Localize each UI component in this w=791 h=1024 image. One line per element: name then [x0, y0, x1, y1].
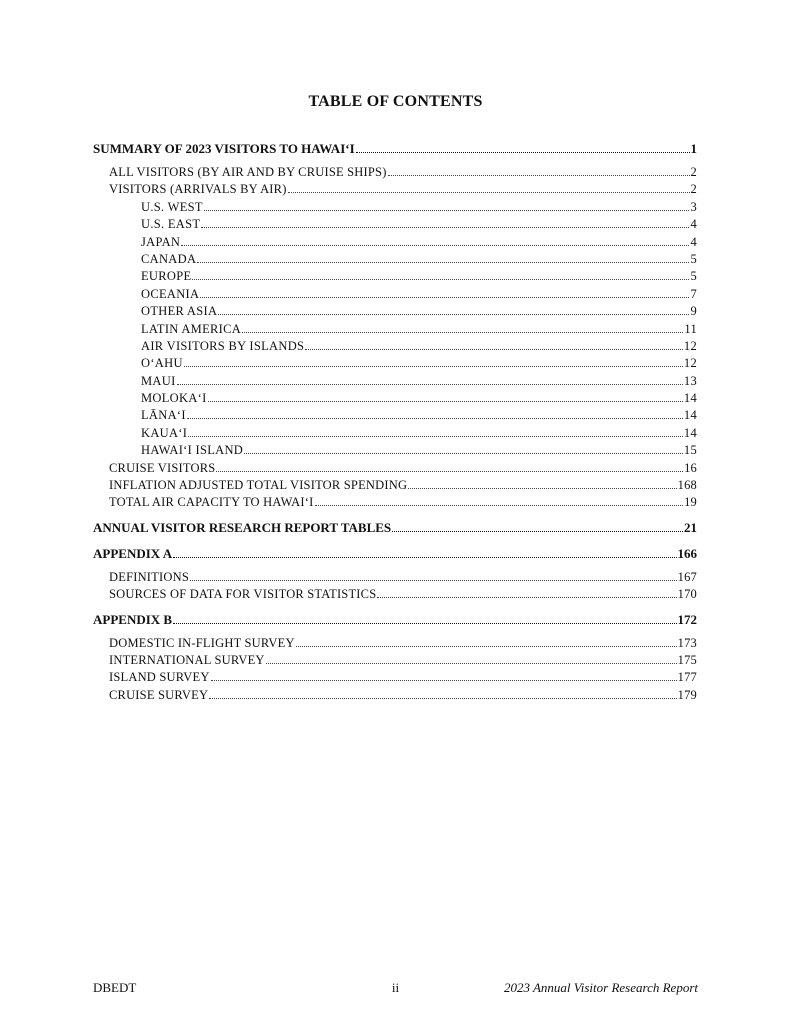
toc-entry-page-number: 21 [684, 519, 697, 535]
toc-entry-page-number: 13 [683, 373, 697, 388]
toc-entry-label: LATIN AMERICA [141, 321, 242, 336]
toc-entry[interactable] [93, 407, 697, 424]
dot-leader [288, 181, 690, 193]
toc-entry-page-number: 1 [690, 141, 697, 156]
dot-leader [211, 669, 677, 681]
toc-entry-label: DOMESTIC IN-FLIGHT SURVEY [109, 635, 295, 650]
toc-entry-label: ALL VISITORS (BY AIR AND BY CRUISE SHIPS) [109, 165, 387, 179]
toc-entry[interactable] [93, 635, 697, 652]
toc-entry-page-number: 3 [690, 199, 697, 214]
dot-leader [244, 442, 683, 454]
toc-entry[interactable] [93, 669, 697, 686]
toc-entry[interactable] [93, 251, 697, 268]
toc-entry-page-number: 2 [690, 165, 697, 179]
toc-entry-label: U.S. EAST [141, 217, 201, 232]
dot-leader [173, 544, 676, 558]
toc-entry[interactable] [93, 652, 697, 669]
toc-entry-label: CRUISE VISITORS [109, 460, 216, 475]
footer-report-title: 2023 Annual Visitor Research Report [503, 980, 698, 995]
toc-entry-page-number: 9 [690, 304, 697, 319]
footer-page-number: ii [391, 980, 400, 995]
toc-entry[interactable] [93, 139, 697, 159]
dot-leader [197, 251, 689, 263]
toc-entry-label: INFLATION ADJUSTED TOTAL VISITOR SPENDING [109, 478, 408, 493]
toc-entry[interactable] [93, 544, 697, 564]
dot-leader [192, 268, 689, 280]
toc-entry[interactable] [93, 494, 697, 511]
dot-leader [296, 635, 677, 647]
dot-leader [200, 286, 689, 298]
toc-entry[interactable] [93, 303, 697, 320]
dot-leader [216, 460, 683, 472]
toc-entry-page-number: 7 [690, 286, 697, 301]
toc-entry-label: HAWAI‘I ISLAND [141, 443, 244, 458]
toc-entry-label: OTHER ASIA [141, 304, 218, 319]
toc-entry[interactable] [93, 181, 697, 198]
dot-leader [190, 569, 677, 581]
toc-entry[interactable] [93, 321, 697, 338]
toc-entry-page-number: 4 [690, 234, 697, 249]
toc-entry-label: JAPAN [141, 234, 181, 249]
dot-leader [305, 338, 683, 350]
toc-entry-page-number: 12 [683, 338, 697, 353]
dot-leader [315, 494, 684, 506]
toc-entry-label: TOTAL AIR CAPACITY TO HAWAI‘I [109, 495, 314, 510]
toc-entry[interactable] [93, 425, 697, 442]
dot-leader [209, 687, 676, 699]
toc-entry[interactable] [93, 460, 697, 477]
toc-entry-page-number: 11 [684, 321, 697, 336]
toc-entry-page-number: 5 [690, 269, 697, 284]
toc-entry[interactable] [93, 199, 697, 216]
toc-entry-label: APPENDIX A [93, 545, 173, 561]
toc-entry[interactable] [93, 442, 697, 459]
toc-entry-label: APPENDIX B [93, 611, 173, 627]
dot-leader [204, 199, 690, 211]
toc-entry-page-number: 14 [683, 425, 697, 440]
toc-entry[interactable] [93, 610, 697, 630]
toc-entry-page-number: 173 [677, 635, 697, 650]
dot-leader [218, 303, 689, 315]
toc-entry-label: ISLAND SURVEY [109, 670, 210, 685]
toc-entry-label: EUROPE [141, 269, 192, 284]
toc-entry[interactable] [93, 586, 697, 603]
toc-entry[interactable] [93, 569, 697, 586]
toc-entry[interactable] [93, 338, 697, 355]
dot-leader [377, 586, 676, 598]
toc-entry-page-number: 175 [677, 652, 697, 667]
toc-entry-label: SUMMARY OF 2023 VISITORS TO HAWAI‘I [93, 141, 355, 156]
dot-leader [177, 373, 683, 385]
toc-entry-label: MOLOKA‘I [141, 391, 207, 406]
toc-entry-label: KAUA‘I [141, 425, 188, 440]
toc-entry-page-number: 14 [683, 408, 697, 423]
toc-entry-page-number: 166 [677, 545, 697, 561]
dot-leader [356, 139, 690, 153]
dot-leader [408, 477, 676, 489]
toc-entry[interactable] [93, 234, 697, 251]
toc-entry[interactable] [93, 355, 697, 372]
dot-leader [266, 652, 677, 664]
toc-entry-page-number: 170 [677, 587, 697, 602]
toc-entry-page-number: 12 [683, 356, 697, 371]
toc-entry-page-number: 15 [683, 443, 697, 458]
toc-entry-page-number: 16 [684, 460, 697, 475]
toc-entry-page-number: 14 [683, 391, 697, 406]
dot-leader [184, 355, 683, 367]
table-of-contents [93, 139, 697, 704]
toc-entry-page-number: 168 [677, 478, 697, 493]
dot-leader [173, 610, 676, 624]
toc-entry-label: LĀNA‘I [141, 408, 186, 423]
toc-entry[interactable] [93, 164, 697, 181]
toc-entry-label: CRUISE SURVEY [109, 687, 209, 702]
toc-entry-page-number: 4 [690, 217, 697, 232]
page-title: TABLE OF CONTENTS [308, 93, 483, 110]
toc-entry-label: OCEANIA [141, 286, 200, 301]
dot-leader [181, 234, 689, 246]
dot-leader [242, 321, 683, 333]
toc-entry-label: SOURCES OF DATA FOR VISITOR STATISTICS [109, 587, 377, 602]
dot-leader [188, 425, 683, 437]
toc-entry-label: CANADA [141, 251, 197, 266]
toc-entry-page-number: 177 [677, 670, 697, 685]
toc-entry[interactable] [93, 518, 697, 538]
toc-entry-page-number: 172 [677, 611, 697, 627]
toc-entry-label: DEFINITIONS [109, 569, 189, 584]
toc-entry-page-number: 19 [684, 495, 697, 510]
dot-leader [208, 390, 683, 402]
toc-entry-label: O‘AHU [141, 356, 183, 371]
dot-leader [388, 164, 690, 176]
toc-entry[interactable] [93, 268, 697, 285]
toc-entry-page-number: 167 [677, 569, 697, 584]
toc-entry-label: MAUI [141, 373, 176, 388]
toc-entry-label: VISITORS (ARRIVALS BY AIR) [109, 182, 287, 197]
toc-entry-label: INTERNATIONAL SURVEY [109, 652, 265, 667]
toc-entry-page-number: 5 [690, 251, 697, 266]
footer-organization: DBEDT [93, 980, 137, 995]
toc-entry[interactable] [93, 390, 697, 407]
toc-entry[interactable] [93, 373, 697, 390]
dot-leader [201, 216, 689, 228]
toc-entry-page-number: 2 [690, 182, 697, 197]
toc-entry[interactable] [93, 687, 697, 704]
toc-entry-page-number: 179 [677, 687, 697, 702]
toc-entry-label: ANNUAL VISITOR RESEARCH REPORT TABLES [93, 519, 392, 535]
toc-entry-label: AIR VISITORS BY ISLANDS [141, 338, 305, 353]
toc-entry-label: U.S. WEST [141, 199, 203, 214]
toc-entry[interactable] [93, 477, 697, 494]
dot-leader [392, 518, 683, 532]
dot-leader [187, 407, 683, 419]
toc-entry[interactable] [93, 216, 697, 233]
toc-entry[interactable] [93, 286, 697, 303]
